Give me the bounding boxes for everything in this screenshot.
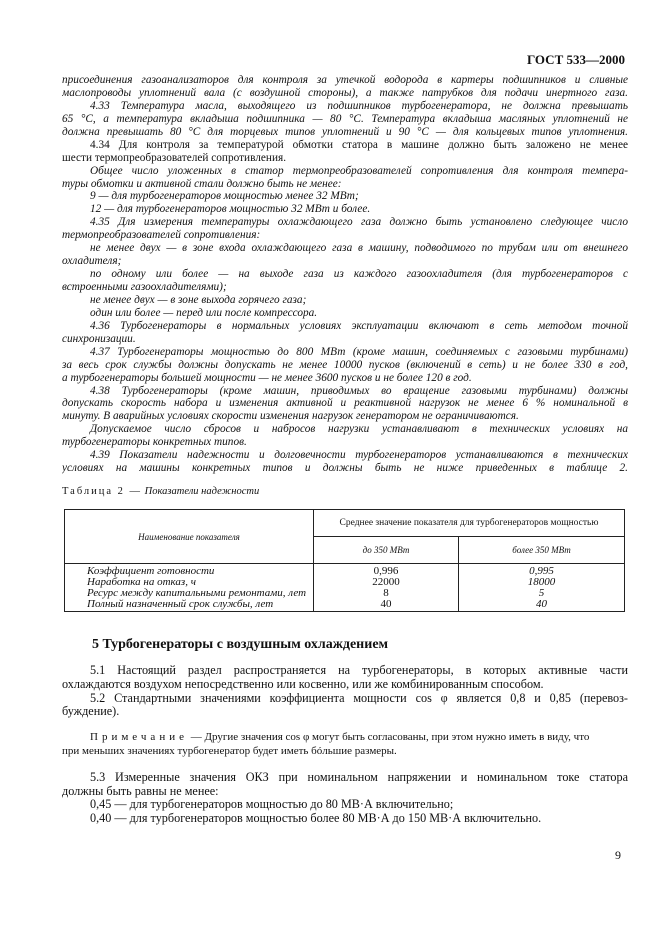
table-caption-title: Показатели надежности — [144, 486, 260, 497]
text-line-content: по одному или более — на выходе газа из каждого газоохладителя (для турбогенераторов с — [90, 268, 628, 281]
table-cell-b: 0,995 — [529, 565, 554, 577]
text-line-content: 4.37 Турбогенераторы мощностью до 800 МВт (кроме машин, соединяемых с газовыми турбинами) — [90, 345, 628, 358]
text-line-content: 12 — для турбогенераторов мощностью 32 МВт и более. — [90, 203, 371, 216]
text-line — [62, 397, 628, 410]
text-line-content: 4.39 Показатели надежности и долговечности турбогенераторов устанавливаются в технических — [90, 449, 628, 462]
table-cell-name: Ресурс между капитальными ремонтами, лет — [87, 587, 307, 599]
text-line — [62, 203, 628, 216]
col-header-b: более 350 МВт — [459, 537, 625, 564]
text-line — [62, 436, 628, 449]
note-line: при меньших значениях турбогенератор будет иметь бóльшие размеры. — [62, 744, 397, 757]
text-line — [62, 410, 628, 423]
text-line — [62, 100, 628, 113]
text-line — [62, 216, 628, 229]
text-line-content: 9 — для турбогенераторов мощностью менее 32 МВт; — [90, 190, 359, 203]
text-line-content: 65 °С, а температура вкладыша подшипника — 80 °С. Температура вкладыша масляных уплотнений не — [62, 112, 628, 125]
text-line-content: а турбогенераторы большей мощности — не менее 3600 пусков и не более 120 в год. — [62, 371, 472, 384]
text-line — [62, 294, 628, 307]
text-line-content: Допускаемое число сбросов и набросов нагрузки устанавливают в технических условиях на — [90, 423, 628, 436]
text-line — [62, 268, 628, 281]
text-line-content: не менее двух — в зоне выхода горячего газа; — [90, 293, 307, 306]
text-line — [62, 242, 628, 255]
col-header-group: Среднее значение показателя для турбогенераторов мощностью — [314, 510, 625, 537]
text-line-content: шести термопреобразователей сопротивления. — [62, 151, 287, 164]
text-line-content: синхронизации. — [62, 332, 136, 345]
text-line — [62, 372, 628, 385]
text-line — [62, 74, 628, 87]
text-line — [62, 255, 628, 268]
text-line — [62, 178, 628, 191]
text-line — [62, 126, 628, 139]
text-line-content: турбогенераторы конкретных типов. — [62, 436, 247, 449]
text-line-content: Общее число уложенных в статор термопреобразователей сопротивления для контроля темпера- — [90, 164, 628, 177]
p53-line: 5.3 Измеренные значения ОКЗ при номинальном напряжении и номинальном токе статора — [90, 770, 628, 784]
table-cell-a: 0,996 — [373, 565, 399, 577]
p53-line: 0,40 — для турбогенераторов мощностью более 80 МВ·А до 150 МВ·А включительно. — [90, 812, 542, 826]
body-text-lower — [62, 664, 628, 826]
p52-line: буждение). — [62, 705, 120, 719]
text-line — [62, 307, 628, 320]
table-cell-a: 22000 — [372, 576, 400, 588]
p53-line: 0,45 — для турбогенераторов мощностью до 80 МВ·А включительно; — [90, 798, 454, 812]
text-line — [62, 346, 628, 359]
text-line-content: 4.35 Для измерения температуры охлаждающего газа должно быть установлено следующее число — [90, 216, 628, 229]
note-line — [62, 731, 628, 745]
text-line-content: охладителя; — [62, 255, 122, 268]
text-line-content: не менее двух — в зоне входа охлаждающего газа в машину, подводимого по трубам или от внешнего — [90, 242, 628, 255]
text-line — [62, 87, 628, 100]
table-cell-a: 8 — [383, 587, 389, 599]
table-cell-b: 5 — [538, 587, 545, 599]
text-line — [62, 320, 628, 333]
page-number: 9 — [615, 848, 621, 862]
p51-line: охлаждаются воздухом непосредственно или косвенно, или же комбинированным способом. — [62, 677, 544, 691]
text-line-content: маслопроводы уплотнений вала (с воздушной стороны), а также патрубков для подачи инертного газа. — [62, 86, 628, 99]
text-line-content: один или более — перед или после компрессора. — [90, 306, 318, 319]
note-text: — Другие значения cos φ могут быть согласованы, при этом нужно иметь в виду, что — [190, 731, 590, 744]
text-line — [62, 385, 628, 398]
text-line-content: 4.38 Турбогенераторы (кроме машин, приводимых во вращение газовыми турбинами) должны — [90, 384, 628, 397]
table-caption-prefix: Таблица 2 — — [62, 486, 143, 497]
p53-line: должны быть равны не менее: — [62, 784, 219, 798]
text-line — [62, 152, 628, 165]
row-values-a — [314, 564, 459, 612]
text-line-content: термопреобразователей сопротивления: — [62, 229, 261, 242]
text-line-content: встроенными газоохладителями); — [62, 281, 227, 293]
text-line-content: 4.36 Турбогенераторы в нормальных условиях эксплуатации включают в сеть методом точной — [90, 319, 628, 332]
col-header-name: Наименование показателя — [65, 510, 314, 564]
text-line — [62, 449, 628, 462]
section-title: 5 Турбогенераторы с воздушным охлаждением — [92, 637, 389, 652]
text-line — [62, 281, 628, 294]
p52-line: 5.2 Стандартными значениями коэффициента мощности cos φ является 0,8 и 0,85 (перевоз- — [90, 691, 628, 705]
text-line — [62, 229, 628, 242]
text-line-content: 4.34 Для контроля за температурой обмотки статора в машине должно быть заложено не менее — [90, 138, 628, 151]
text-line — [62, 359, 628, 372]
text-line — [62, 139, 628, 152]
text-line-content: должна превышать 80 °С для торцевых типов уплотнений и 90 °С — для кольцевых типов уплотнения. — [62, 125, 628, 138]
text-line-content: 4.33 Температура масла, выходящего из подшипников турбогенератора, не должна превышать — [90, 99, 628, 112]
table-cell-name: Полный назначенный срок службы, лет — [87, 598, 274, 610]
table-cell-a: 40 — [380, 598, 392, 610]
document-header: ГОСТ 533—2000 — [526, 52, 625, 67]
note-label: Примечание — [90, 731, 188, 744]
table-cell-name: Коэффициент готовности — [87, 565, 215, 577]
row-values-b — [459, 564, 625, 612]
col-header-a: до 350 МВт — [314, 537, 459, 564]
text-line — [62, 190, 628, 203]
text-line-content: допускать скорость набора и изменения активной и реактивной нагрузок не менее 6 % номинальной в — [62, 397, 628, 410]
p51-line: 5.1 Настоящий раздел распространяется на турбогенераторы, в которых активные части — [90, 664, 628, 677]
text-line — [62, 423, 628, 436]
text-line — [62, 462, 628, 475]
table-cell-name: Наработка на отказ, ч — [87, 576, 196, 588]
text-line-content: минуту. В аварийных условиях скорости изменения нагрузок генератором не ограничиваются. — [62, 410, 519, 423]
text-line-content: присоединения газоанализаторов для контроля за утечкой водорода в картеры подшипников и сливные — [62, 74, 628, 86]
text-line — [62, 333, 628, 346]
reliability-table — [64, 509, 625, 612]
row-names — [65, 564, 314, 612]
body-text-top — [62, 74, 628, 475]
text-line-content: за весь срок службы должны допускать не менее 10000 пусков (включений в сеть) и не более 330 в год, — [62, 358, 628, 371]
text-line — [62, 113, 628, 126]
text-line — [62, 165, 628, 178]
table-caption — [62, 486, 259, 497]
text-line-content: туры обмотки и активной стали должно быть не менее: — [62, 177, 342, 190]
table-cell-b: 40 — [536, 598, 547, 610]
table-cell-b: 18000 — [527, 576, 556, 588]
text-line-content: условиях на машины конкретных типов и должны быть не ниже приведенных в таблице 2. — [62, 462, 628, 475]
